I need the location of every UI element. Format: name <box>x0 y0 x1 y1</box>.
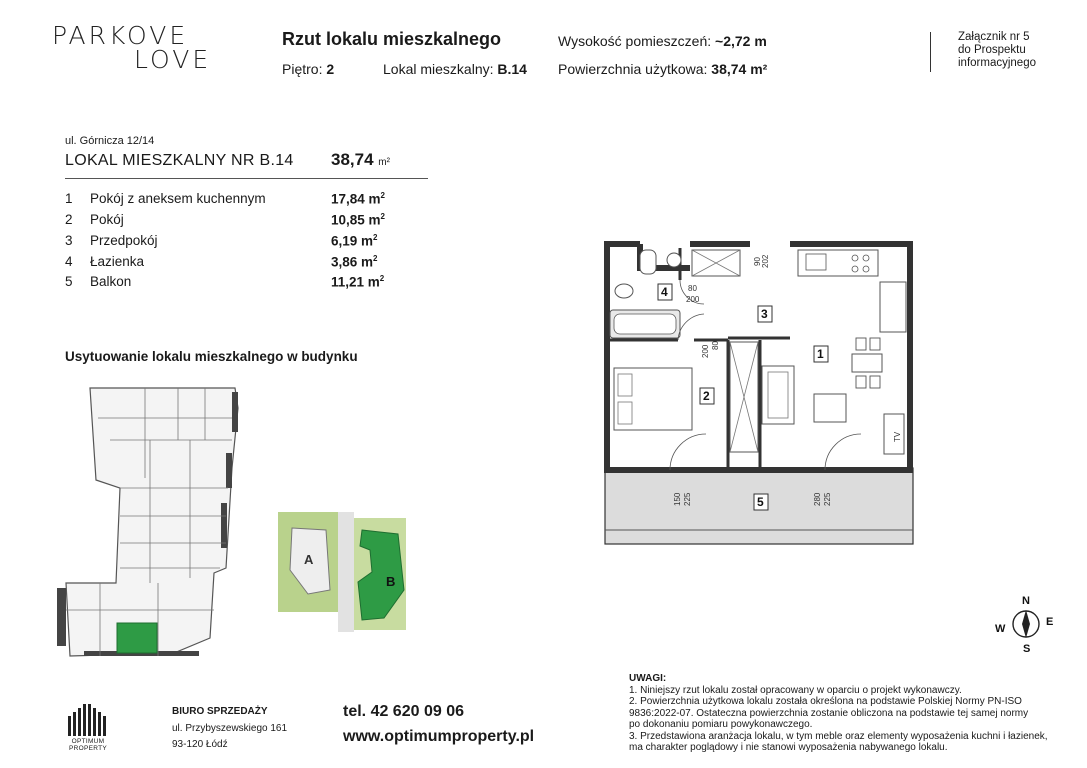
site-map <box>278 510 410 634</box>
room-area-value: 3,86 m <box>331 254 374 270</box>
area-info <box>558 61 767 77</box>
room-area <box>331 191 385 207</box>
floor-info <box>282 61 334 77</box>
website-link[interactable]: www.optimumproperty.pl <box>343 728 535 745</box>
unit-name: LOKAL MIESZKALNY NR B.14 <box>65 152 294 169</box>
room-number: 1 <box>65 191 73 206</box>
unit-area-value: 38,74 <box>331 150 374 169</box>
situation-title: Usytuowanie lokalu mieszkalnego w budynku <box>65 349 358 364</box>
washbasin-icon <box>615 284 633 298</box>
room-area-sup: 2 <box>380 191 385 200</box>
building-a-label: A <box>304 552 314 567</box>
room-area-value: 6,19 m <box>331 233 374 249</box>
compass-w: W <box>995 623 1006 635</box>
room-row <box>65 212 425 230</box>
compass-s: S <box>1023 643 1031 655</box>
summary-divider <box>65 178 428 179</box>
room-number: 4 <box>65 254 73 269</box>
room-area <box>331 212 385 228</box>
compass-n: N <box>1022 595 1030 607</box>
header-divider <box>930 32 931 72</box>
brand-logo <box>52 21 212 74</box>
unit-label: Lokal mieszkalny: <box>383 61 494 77</box>
room-number: 5 <box>65 274 73 289</box>
room-name: Łazienka <box>90 254 145 269</box>
building-floor-plan <box>50 378 250 668</box>
annex-note <box>958 31 1036 70</box>
room-name: Przedpokój <box>90 233 158 248</box>
note-line: 1. Niniejszy rzut lokalu został opracowany w oparciu o projekt wykonawczy. <box>629 684 962 696</box>
room-row <box>65 274 425 292</box>
room-number: 2 <box>65 212 73 227</box>
unit-info <box>383 61 527 77</box>
building-b-label: B <box>386 574 396 589</box>
interior-walls <box>607 248 790 470</box>
floor-value: 2 <box>326 61 335 77</box>
dim-200-a: 200 <box>686 295 700 304</box>
dim-280: 280 <box>813 492 822 506</box>
height-value: ~2,72 m <box>715 33 767 49</box>
dim-225-b: 225 <box>823 492 832 506</box>
dim-200-b: 200 <box>701 344 710 358</box>
notes-title: UWAGI: <box>629 673 667 684</box>
toilet-icon <box>640 250 656 274</box>
room-area <box>331 274 384 290</box>
annex-line-1: Załącznik nr 5 <box>958 31 1030 43</box>
sales-office-title: BIURO SPRZEDAŻY <box>172 706 268 717</box>
note-line: 2. Powierzchnia użytkowa lokalu została określona na podstawie Polskiej Normy PN-ISO <box>629 696 1022 707</box>
annex-line-3: informacyjnego <box>958 57 1036 69</box>
room-area-value: 10,85 m <box>331 212 381 228</box>
unit-value: B.14 <box>497 61 527 77</box>
height-info <box>558 33 767 49</box>
compass-e: E <box>1046 616 1054 628</box>
label-room-3: 3 <box>761 307 768 321</box>
washing-machine-icon <box>667 253 681 267</box>
room-row <box>65 233 425 251</box>
dim-80-b: 80 <box>711 341 720 350</box>
building-outline <box>66 388 238 656</box>
highlighted-unit <box>117 623 157 653</box>
sales-city: 93-120 Łódź <box>172 739 228 750</box>
coffee-table <box>814 394 846 422</box>
room-area-value: 11,21 m <box>331 274 380 290</box>
room-area-sup: 2 <box>380 212 385 221</box>
dim-tv: TV <box>893 431 902 442</box>
label-room-2: 2 <box>703 389 710 403</box>
sofa-seat <box>768 372 788 418</box>
annex-line-2: do Prospektu <box>958 44 1026 56</box>
room-area-value: 17,84 m <box>331 191 381 207</box>
note-line: 3. Przedstawiona aranżacja lokalu, w tym meble oraz elementy wyposażenia kuchni i łazienek, <box>629 730 1048 742</box>
brand-line-1: PARKOVE <box>52 21 189 50</box>
bathtub-inner <box>614 314 676 334</box>
phone-number[interactable]: tel. 42 620 09 06 <box>343 703 464 720</box>
site-path <box>338 512 354 632</box>
page-title: Rzut lokalu mieszkalnego <box>282 29 502 49</box>
area-label: Powierzchnia użytkowa: <box>558 61 708 77</box>
dim-150: 150 <box>673 492 682 506</box>
room-row <box>65 254 425 272</box>
room-area <box>331 233 377 249</box>
note-line: po dokonaniu pomiaru powykonawczego. <box>629 719 813 730</box>
unit-total-area <box>331 150 390 170</box>
room-area-sup: 2 <box>373 233 378 242</box>
compass-rose <box>990 590 1062 656</box>
note-line: 9836:2022-07. Ostateczna powierzchnia zostanie obliczona na podstawie tej samej normy <box>629 707 1029 719</box>
area-value: 38,74 m² <box>711 61 768 77</box>
label-room-5: 5 <box>757 495 764 509</box>
floor-label: Piętro: <box>282 61 323 77</box>
room-area <box>331 254 377 270</box>
fridge-cabinet <box>880 282 906 332</box>
sales-office-address <box>172 721 287 753</box>
unit-area-unit: m² <box>378 157 390 168</box>
pillow <box>618 402 632 424</box>
optimum-logo-label: OPTIMUM PROPERTY <box>68 738 108 752</box>
apartment-floor-plan <box>600 238 920 548</box>
label-room-1: 1 <box>817 347 824 361</box>
brand-line-2: LOVE <box>134 45 212 74</box>
room-area-sup: 2 <box>379 274 385 283</box>
dim-225-a: 225 <box>683 492 692 506</box>
room-number: 3 <box>65 233 73 248</box>
sales-street: ul. Przybyszewskiego 161 <box>172 723 288 734</box>
sink-icon <box>806 254 826 270</box>
note-line: ma charakter poglądowy i nie stanowi wyposażenia nabywanego lokalu. <box>629 742 948 753</box>
notes-block <box>629 673 1069 754</box>
unit-address: ul. Górnicza 12/14 <box>65 135 155 147</box>
label-room-4: 4 <box>661 285 668 299</box>
room-name: Pokój <box>90 212 124 227</box>
dim-202: 202 <box>761 254 770 268</box>
room-name: Pokój z aneksem kuchennym <box>90 191 266 206</box>
dim-90: 90 <box>753 257 762 266</box>
dining-table <box>852 354 882 372</box>
room-row <box>65 191 425 209</box>
height-label: Wysokość pomieszczeń: <box>558 33 712 49</box>
room-area-sup: 2 <box>373 254 378 263</box>
dim-80-a: 80 <box>688 284 697 293</box>
room-name: Balkon <box>90 274 132 289</box>
pillow <box>618 374 632 396</box>
